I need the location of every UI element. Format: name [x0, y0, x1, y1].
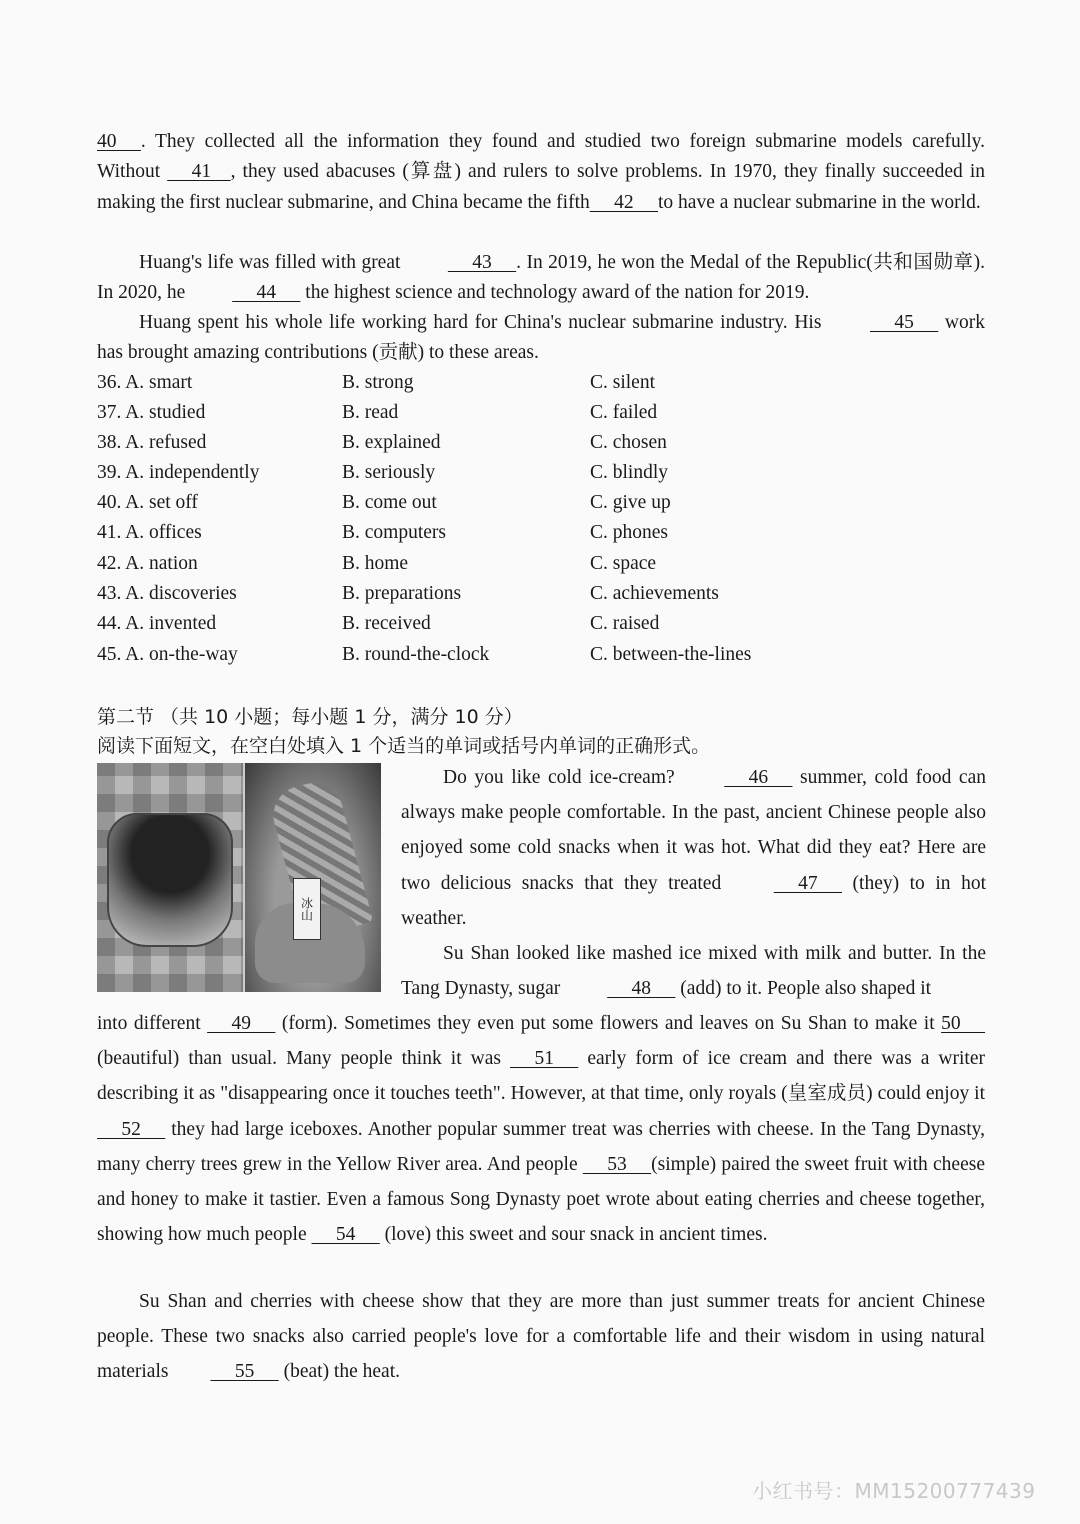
option-b: B. round-the-clock — [342, 644, 490, 665]
option-a: 41. A. offices — [97, 522, 202, 543]
blank-50: 50 — [941, 1013, 985, 1034]
su-shan-photo — [97, 763, 243, 992]
blank-49: 49 — [207, 1013, 276, 1034]
ice-cream-photo — [245, 763, 381, 992]
blank-54: 54 — [311, 1224, 380, 1246]
passage2-paragraph-2: Su Shan looked like mashed ice mixed with milk and butter. In the Tang Dynasty, sugar 48 (add) to it. People also shaped it — [401, 936, 986, 1006]
option-a: 42. A. nation — [97, 553, 198, 574]
option-c: C. phones — [590, 522, 668, 543]
option-b: B. come out — [342, 492, 437, 513]
blank-48: 48 — [607, 978, 676, 1000]
option-c: C. achievements — [590, 583, 719, 604]
option-a: 38. A. refused — [97, 432, 207, 453]
blank-46: 46 — [724, 767, 793, 788]
passage1-paragraph-2: Huang's life was filled with great 43 . In 2019, he won the Medal of the Republic(共和国勋章). In 2020, he 44 the highest science and technology award of the nation for 2019. — [97, 248, 985, 309]
ice-cream-tag: 冰山 — [293, 878, 321, 940]
option-c: C. give up — [590, 492, 671, 513]
option-c: C. blindly — [590, 462, 669, 483]
option-b: B. read — [342, 402, 399, 423]
passage2-paragraph-4: Su Shan and cherries with cheese show that they are more than just summer treats for ancient Chinese people. These two snacks also carried people's love for a comfortable life and their wisdom in using natural materials 55 (beat) the heat. — [97, 1284, 985, 1390]
section-heading: 第二节 （共 10 小题；每小题 1 分，满分 10 分） — [97, 706, 523, 728]
passage2-paragraph-3: into different 49 (form). Sometimes they even put some flowers and leaves on Su Shan to make it 50 (beautiful) than usual. Many people think it was 51 early form of ice cream and there was a writer describing it as "disappearing once it touches teeth". However, at that time, only royals (皇室成员) could enjoy it 52 they had large iceboxes. Another popular summer treat was cherries with cheese. In the Tang Dynasty, many cherry trees grew in the Yellow River area. And people 53 (simple) paired the sweet fruit with cheese and honey to make it tastier. Even a famous Song Dynasty poet wrote about eating cherries and cheese together, showing how much people 54 (love) this sweet and sour snack in ancient times. — [97, 1006, 985, 1252]
option-a: 44. A. invented — [97, 613, 217, 634]
watermark: 小红书号：MM15200777439 — [752, 1479, 1036, 1503]
option-b: B. computers — [342, 522, 446, 543]
option-c: C. between-the-lines — [590, 644, 752, 665]
passage1-paragraph-3: Huang spent his whole life working hard for China's nuclear submarine industry. His 45 work has brought amazing contributions (贡献) to these areas. — [97, 308, 985, 369]
passage1-paragraph-1: 40 . They collected all the information they found and studied two foreign submarine models carefully. Without 41 , they used abacuses (算盘) and rulers to solve problems. In 1970, they finally succeeded in making the first nuclear submarine, and China became the fifth 42 to have a nuclear submarine in the world. — [97, 127, 985, 218]
option-b: B. received — [342, 613, 431, 634]
option-a: 45. A. on-the-way — [97, 644, 238, 665]
option-b: B. preparations — [342, 583, 462, 604]
blank-51: 51 — [510, 1048, 579, 1070]
option-c: C. chosen — [590, 432, 667, 453]
option-a: 37. A. studied — [97, 402, 206, 423]
blank-52: 52 — [97, 1118, 166, 1140]
snack-photo — [97, 763, 381, 992]
option-b: B. seriously — [342, 462, 436, 483]
option-b: B. explained — [342, 432, 441, 453]
option-c: C. silent — [590, 372, 656, 393]
option-b: B. home — [342, 553, 409, 574]
blank-41: 41 — [167, 161, 231, 183]
passage2-paragraph-1: Do you like cold ice-cream? 46 summer, cold food can always make people comfortable. In the past, ancient Chinese people also enjoyed some cold snacks when it was hot. What did they eat? Here are two delicious snacks that they treated 47 (they) to in hot weather. — [401, 760, 986, 936]
option-a: 39. A. independently — [97, 462, 260, 483]
blank-43: 43 — [447, 252, 517, 273]
blank-40: 40 — [97, 131, 141, 152]
option-a: 36. A. smart — [97, 372, 193, 393]
option-a: 43. A. discoveries — [97, 583, 237, 604]
blank-53: 53 — [582, 1153, 652, 1175]
option-c: C. failed — [590, 402, 658, 423]
option-a: 40. A. set off — [97, 492, 198, 513]
blank-47: 47 — [773, 872, 842, 894]
su-shan-cup — [107, 813, 233, 947]
option-c: C. space — [590, 553, 657, 574]
blank-45: 45 — [870, 312, 939, 333]
option-b: B. strong — [342, 372, 414, 393]
blank-55: 55 — [210, 1361, 279, 1383]
blank-42: 42 — [589, 191, 658, 213]
section-instruction: 阅读下面短文，在空白处填入 1 个适当的单词或括号内单词的正确形式。 — [97, 735, 711, 757]
option-c: C. raised — [590, 613, 660, 634]
blank-44: 44 — [232, 282, 301, 304]
